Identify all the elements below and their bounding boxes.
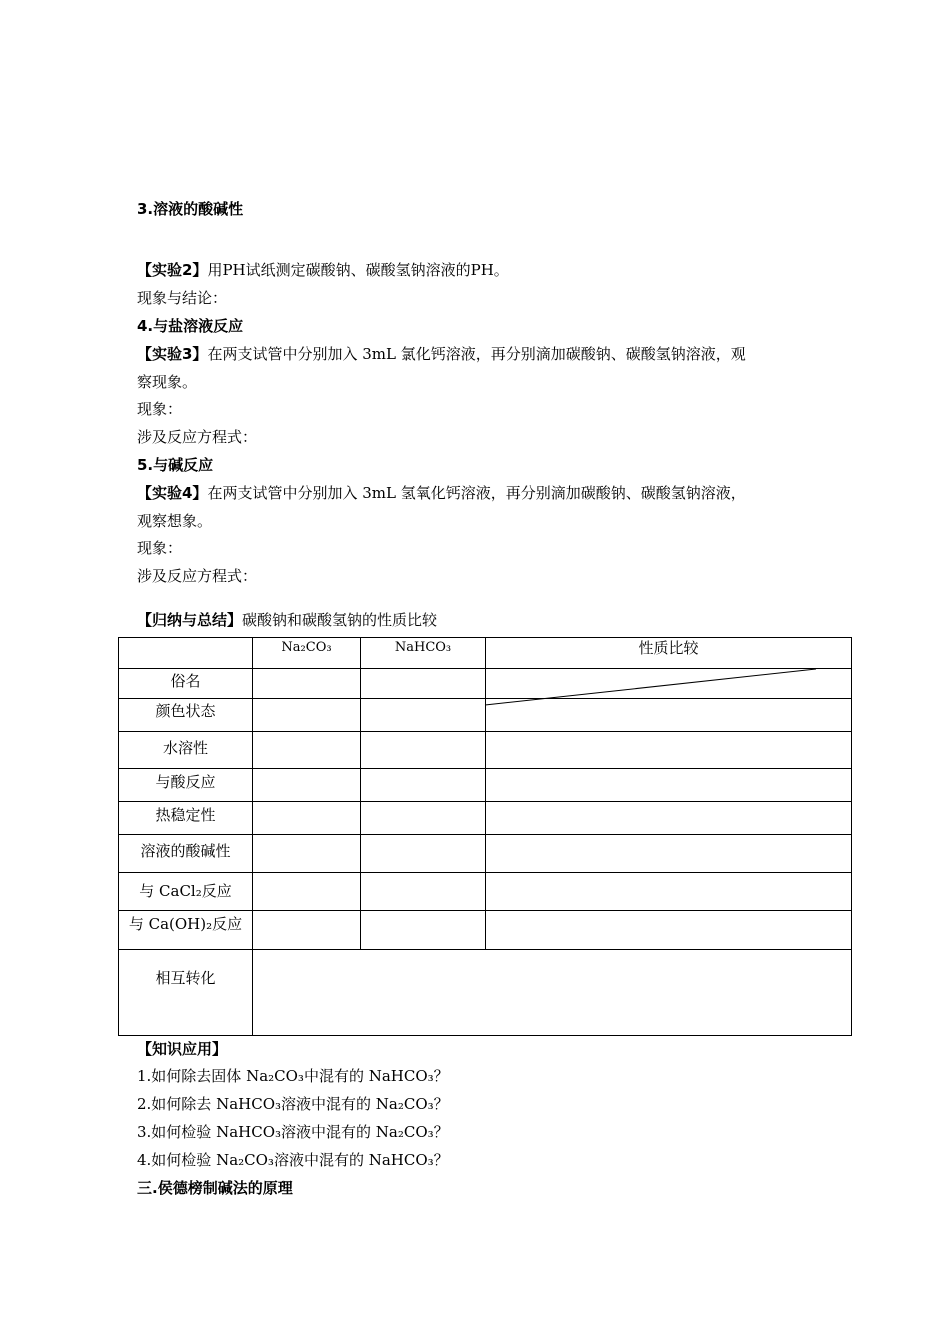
section5-title: 5.与碱反应 bbox=[137, 456, 214, 474]
row-label: 相互转化 bbox=[119, 950, 253, 1036]
table-header-cell: Na₂CO₃ bbox=[253, 638, 361, 669]
table-cell bbox=[361, 769, 486, 802]
exp2-line bbox=[137, 260, 509, 280]
table-cell bbox=[486, 911, 852, 950]
table-header-cell bbox=[119, 638, 253, 669]
table-cell bbox=[253, 835, 361, 873]
table-header-cell: NaHCO₃ bbox=[361, 638, 486, 669]
table-cell bbox=[253, 911, 361, 950]
row-label: 与酸反应 bbox=[119, 769, 253, 802]
table-cell bbox=[361, 732, 486, 769]
exp3-line2: 察现象。 bbox=[137, 373, 198, 391]
exp3-text1: 在两支试管中分别加入 3mL 氯化钙溶液，再分别滴加碳酸钠、碳酸氢钠溶液，观 bbox=[207, 345, 746, 363]
table-cell bbox=[486, 835, 852, 873]
exp4-text1: 在两支试管中分别加入 3mL 氢氧化钙溶液，再分别滴加碳酸钠、碳酸氢钠溶液， bbox=[207, 484, 746, 502]
exp2-tag: 【实验2】 bbox=[137, 261, 208, 279]
table-cell bbox=[253, 732, 361, 769]
table-row bbox=[119, 911, 852, 950]
exp4-tag: 【实验4】 bbox=[137, 484, 208, 502]
table-cell bbox=[361, 911, 486, 950]
application-q1: 1.如何除去固体 Na₂CO₃中混有的 NaHCO₃？ bbox=[137, 1067, 449, 1085]
summary-text: 碳酸钠和碳酸氢钠的性质比较 bbox=[242, 611, 438, 629]
interconversion-cell bbox=[253, 950, 852, 1036]
table-cell bbox=[361, 873, 486, 911]
table-cell bbox=[361, 802, 486, 835]
table-cell bbox=[253, 769, 361, 802]
exp3-line1 bbox=[137, 344, 746, 364]
table-cell bbox=[486, 769, 852, 802]
table-row bbox=[119, 835, 852, 873]
table-cell bbox=[486, 802, 852, 835]
table-cell bbox=[486, 732, 852, 769]
table-row bbox=[119, 802, 852, 835]
row-label: 水溶性 bbox=[119, 732, 253, 769]
table-row bbox=[119, 950, 852, 1036]
exp3-phenomenon: 现象： bbox=[137, 400, 183, 418]
exp3-tag: 【实验3】 bbox=[137, 345, 208, 363]
section4-title: 4.与盐溶液反应 bbox=[137, 317, 244, 335]
exp2-result: 现象与结论： bbox=[137, 289, 228, 307]
summary-line bbox=[137, 610, 437, 630]
table-cell bbox=[361, 669, 486, 699]
application-q2: 2.如何除去 NaHCO₃溶液中混有的 Na₂CO₃？ bbox=[137, 1095, 449, 1113]
exp4-equation: 涉及反应方程式： bbox=[137, 567, 258, 585]
row-label: 溶液的酸碱性 bbox=[119, 835, 253, 873]
exp4-line2: 观察想象。 bbox=[137, 512, 213, 530]
row-label: 俗名 bbox=[119, 669, 253, 699]
row-label: 与 Ca(OH)₂反应 bbox=[119, 911, 253, 950]
diagonal-line bbox=[485, 668, 935, 708]
table-cell bbox=[253, 699, 361, 732]
table-cell bbox=[486, 873, 852, 911]
row-label: 颜色状态 bbox=[119, 699, 253, 732]
table-row bbox=[119, 732, 852, 769]
row-label: 热稳定性 bbox=[119, 802, 253, 835]
table-cell bbox=[361, 835, 486, 873]
application-title: 【知识应用】 bbox=[137, 1040, 228, 1058]
exp4-phenomenon: 现象： bbox=[137, 539, 183, 557]
exp4-line1 bbox=[137, 483, 746, 503]
table-cell bbox=[253, 802, 361, 835]
table-header-cell: 性质比较 bbox=[486, 638, 852, 669]
table-header-row bbox=[119, 638, 852, 669]
application-q3: 3.如何检验 NaHCO₃溶液中混有的 Na₂CO₃？ bbox=[137, 1123, 449, 1141]
table-cell bbox=[361, 699, 486, 732]
row-label: 与 CaCl₂反应 bbox=[119, 873, 253, 911]
table-cell bbox=[253, 669, 361, 699]
table-cell bbox=[253, 873, 361, 911]
application-q4: 4.如何检验 Na₂CO₃溶液中混有的 NaHCO₃？ bbox=[137, 1151, 449, 1169]
exp3-equation: 涉及反应方程式： bbox=[137, 428, 258, 446]
summary-tag: 【归纳与总结】 bbox=[137, 611, 243, 629]
section3-title: 3.溶液的酸碱性 bbox=[137, 200, 244, 218]
table-row bbox=[119, 769, 852, 802]
table-row bbox=[119, 873, 852, 911]
exp2-text: 用PH试纸测定碳酸钠、碳酸氢钠溶液的PH。 bbox=[207, 261, 509, 279]
section-three-title: 三.侯德榜制碱法的原理 bbox=[137, 1179, 293, 1197]
